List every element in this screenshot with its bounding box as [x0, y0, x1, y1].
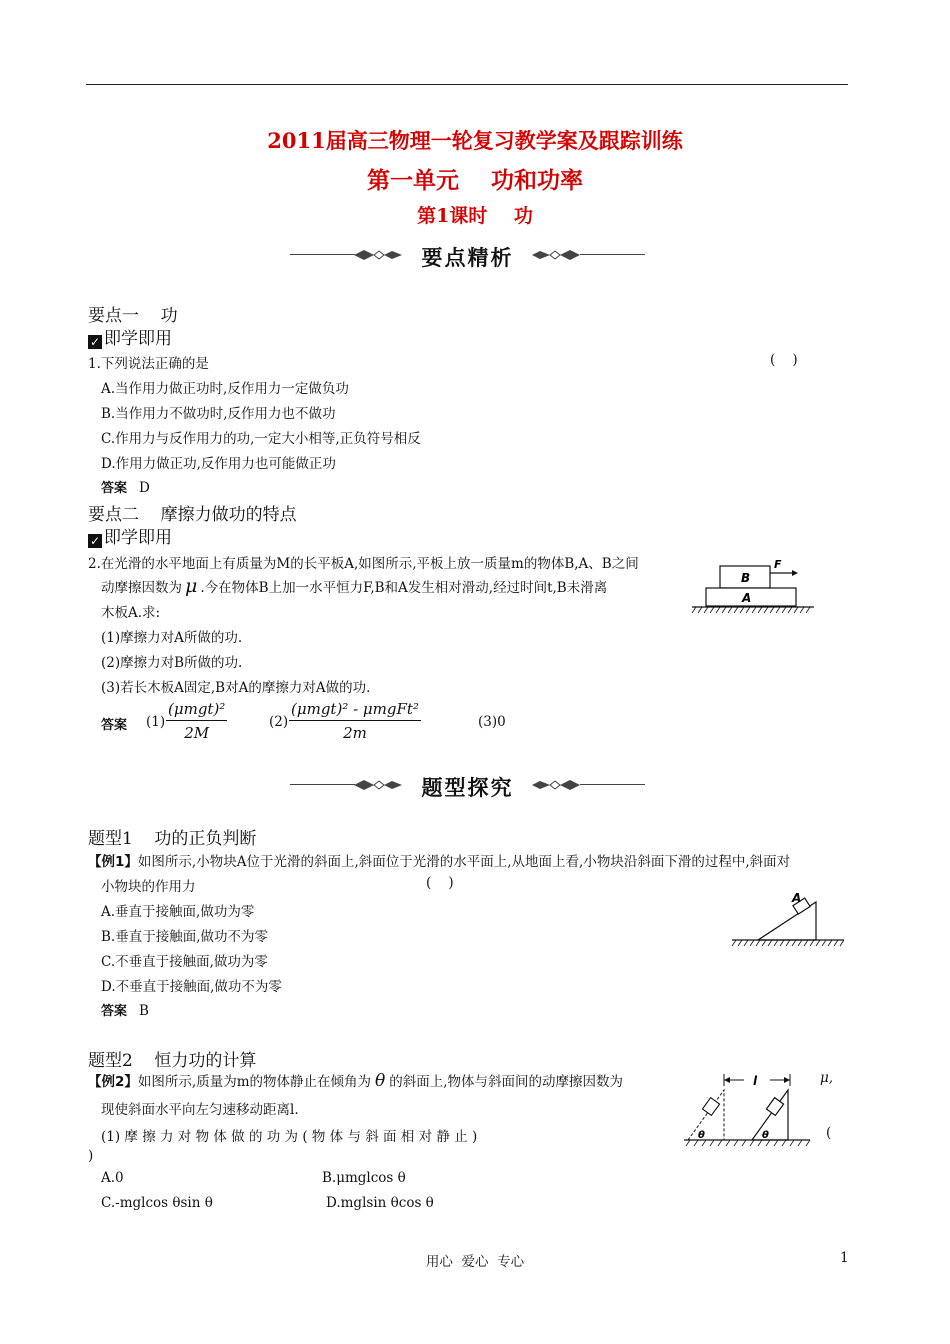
type2-heading: 题型2 恒力功的计算	[88, 1051, 257, 1071]
ex1-line1: 【例1】如图所示,小物块A位于光滑的斜面上,斜面位于光滑的水平面上,从地面上看,小物块沿斜面下滑的过程中,斜面对	[88, 854, 791, 870]
q1-answer: 答案 D	[101, 480, 150, 496]
ex1-option-c: C.不垂直于接触面,做功为零	[101, 954, 268, 970]
ex1-option-a: A.垂直于接触面,做功为零	[101, 904, 255, 920]
ex2-option-d: D.mglsin θcos θ	[326, 1195, 434, 1211]
ex1-line2: 小物块的作用力	[101, 879, 196, 895]
q2-answer-label: 答案	[101, 718, 128, 733]
q2-line2: 动摩擦因数为 μ .今在物体B上加一水平恒力F,B和A发生相对滑动,经过时间t,B未滑离	[101, 575, 608, 597]
ex1-answer: 答案 B	[101, 1003, 149, 1019]
q1-option-b: B.当作用力不做功时,反作用力也不做功	[101, 406, 336, 422]
ex2-line2: 现使斜面水平向左匀速移动距离l.	[101, 1102, 299, 1118]
ex2-option-b: B.μmglcos θ	[322, 1170, 406, 1186]
ex2-option-c: C.-mglcos θsin θ	[101, 1195, 213, 1211]
q2-line3: 木板A.求:	[101, 605, 161, 621]
incline-block-figure	[728, 888, 846, 950]
type1-heading: 题型1 功的正负判断	[88, 829, 257, 849]
diamond-ornament-icon	[530, 777, 582, 793]
q2-answer1-label: (1)	[146, 714, 166, 730]
plank-block-figure	[688, 556, 818, 620]
fig-label-theta: θ	[762, 1130, 769, 1141]
ex2-mu: μ,	[820, 1070, 834, 1086]
q2-sub2: (2)摩擦力对B所做的功.	[101, 655, 243, 671]
q2-sub1: (1)摩擦力对A所做的功.	[101, 630, 243, 646]
checkbox-icon: ✓	[89, 335, 101, 349]
banner-question-types	[290, 770, 645, 800]
checkbox-icon: ✓	[89, 534, 101, 548]
q1-option-d: D.作用力做正功,反作用力也可能做正功	[101, 456, 336, 472]
ex2-option-a: A.0	[101, 1170, 124, 1186]
section1-tag: ✓ 即学即用	[89, 329, 172, 349]
ex1-option-d: D.不垂直于接触面,做功不为零	[101, 979, 282, 995]
ex1-paren: ( )	[426, 875, 454, 891]
unit-title: 第一单元 功和功率	[366, 167, 584, 194]
q2-answer3: (3)0	[478, 714, 506, 730]
ex2-sub1: (1) 摩 擦 力 对 物 体 做 的 功 为 ( 物 体 与 斜 面 相 对 静 止 )	[101, 1129, 478, 1145]
ex2-line1: 【例2】如图所示,质量为m的物体静止在倾角为 θ 的斜面上,物体与斜面间的动摩擦因数为	[88, 1071, 624, 1091]
banner-title: 要点精析	[421, 246, 514, 270]
section1-heading: 要点一 功	[88, 306, 178, 326]
banner-key-points	[290, 240, 645, 270]
fig-label-b: B	[741, 571, 751, 585]
moving-incline-figure	[682, 1070, 812, 1150]
ex2-sub1-paren-open: (	[826, 1125, 832, 1141]
fig-label-a: A	[742, 591, 752, 605]
q1-option-a: A.当作用力做正功时,反作用力一定做负功	[101, 381, 349, 397]
q1-stem: 1.下列说法正确的是	[88, 356, 209, 372]
ex1-option-b: B.垂直于接触面,做功不为零	[101, 929, 269, 945]
ex2-sub1-paren-close: )	[88, 1148, 94, 1164]
diamond-ornament-icon	[530, 247, 582, 263]
fig-label-l: l	[753, 1074, 758, 1088]
q2-sub3: (3)若长木板A固定,B对A的摩擦力对A做的功.	[101, 680, 371, 696]
q2-line1: 2.在光滑的水平地面上有质量为M的长平板A,如图所示,平板上放一质量m的物体B,A、B之间	[88, 556, 639, 572]
section2-heading: 要点二 摩擦力做功的特点	[88, 505, 297, 525]
page-number: 1	[840, 1250, 849, 1266]
fig-label-theta: θ	[698, 1130, 705, 1141]
banner-title: 题型探究	[421, 776, 514, 800]
header-rule	[86, 84, 848, 85]
q1-option-c: C.作用力与反作用力的功,一定大小相等,正负符号相反	[101, 431, 421, 447]
fig-label-f: F	[774, 558, 782, 571]
q2-answer1-fraction: (μmgt)² 2M	[168, 700, 226, 742]
doc-title: 2011届高三物理一轮复习教学案及跟踪训练	[267, 128, 683, 153]
q2-answer2-label: (2)	[269, 714, 289, 730]
q1-paren: ( )	[770, 352, 798, 368]
fig-label-a: A	[792, 891, 802, 905]
q2-answer2-fraction: (μmgt)² - μmgFt² 2m	[291, 700, 419, 742]
section2-tag: ✓ 即学即用	[89, 528, 172, 548]
lesson-title: 第1课时 功	[417, 205, 533, 227]
footer-motto: 用心 爱心 专心	[425, 1254, 525, 1270]
